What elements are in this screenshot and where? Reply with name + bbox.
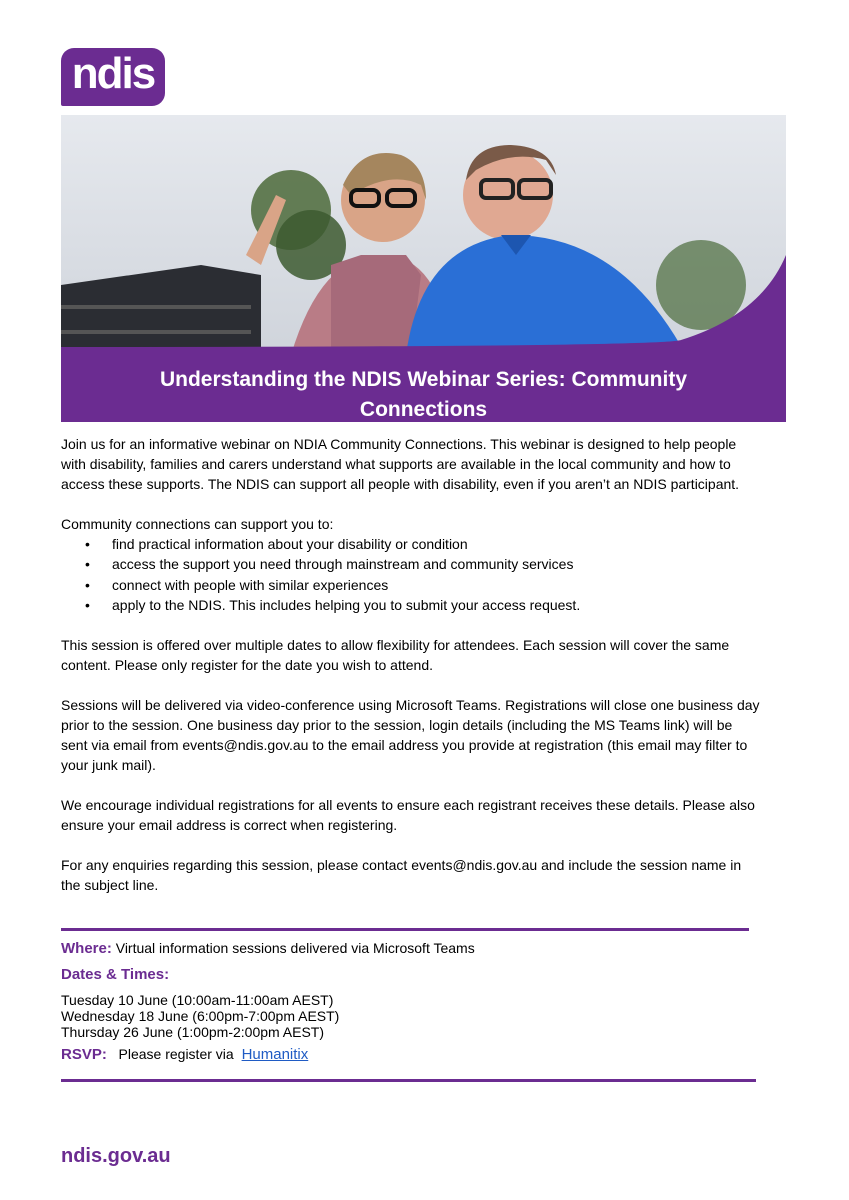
banner-title-line1: Understanding the NDIS Webinar Series: Community	[159, 368, 688, 391]
list-item: • find practical information about your disability or condition	[61, 534, 761, 554]
main-content	[61, 434, 761, 895]
rsvp-label: RSVP:	[61, 1046, 107, 1063]
rsvp-row	[61, 1043, 761, 1066]
intro-paragraph: Join us for an informative webinar on NDIA Community Connections. This webinar is designed to help people with disability, families and carers understand what supports are available in the local community and how to access these supports. The NDIS can support all people with disability, even if you aren’t an NDIS participant.	[61, 436, 740, 492]
list-item: • connect with people with similar experiences	[61, 575, 761, 595]
rsvp-text: Please register via	[106, 1046, 238, 1062]
ndis-logo	[61, 48, 165, 106]
time-item: Wednesday 18 June (6:00pm-7:00pm AEST)	[61, 1008, 340, 1024]
enquiries-paragraph: For any enquiries regarding this session, please contact events@ndis.gov.au and include the session name in the subject line.	[61, 857, 742, 894]
where-row	[61, 937, 761, 960]
register-paragraph: We encourage individual registrations for all events to ensure each registrant receives these details. Please also ensure your email address is correct when registering.	[61, 797, 755, 834]
footer-url[interactable]: ndis.gov.au	[61, 1145, 171, 1167]
where-label: Where:	[61, 940, 112, 957]
hero-banner	[61, 115, 786, 422]
banner-title-line2: Connections	[359, 398, 488, 421]
event-details	[61, 937, 761, 1066]
humanitix-link[interactable]: Humanitix	[241, 1046, 309, 1063]
divider-bottom	[61, 1079, 756, 1082]
logo-text: ndis	[71, 49, 155, 98]
support-list	[61, 534, 761, 615]
teams-paragraph: Sessions will be delivered via video-conference using Microsoft Teams. Registrations will close one business day prior to the session. One business day prior to the session, login details (including the MS Teams link) will be sent via email from events@ndis.gov.au to the email address you provide at registration (this email may filter to your junk mail).	[61, 697, 760, 774]
list-item: • access the support you need through mainstream and community services	[61, 554, 761, 574]
time-item: Thursday 26 June (1:00pm-2:00pm AEST)	[61, 1024, 325, 1040]
list-item: • apply to the NDIS. This includes helping you to submit your access request.	[61, 595, 761, 615]
banner-title	[61, 365, 786, 422]
divider-top	[61, 928, 749, 931]
dates-label: Dates & Times:	[61, 966, 170, 983]
where-value: Virtual information sessions delivered via Microsoft Teams	[111, 940, 475, 956]
times-list	[61, 992, 761, 1040]
time-item: Tuesday 10 June (10:00am-11:00am AEST)	[61, 992, 334, 1008]
dates-paragraph: This session is offered over multiple dates to allow flexibility for attendees. Each session will cover the same content. Please only register for the date you wish to attend.	[61, 637, 730, 674]
support-heading: Community connections can support you to:	[61, 516, 334, 532]
